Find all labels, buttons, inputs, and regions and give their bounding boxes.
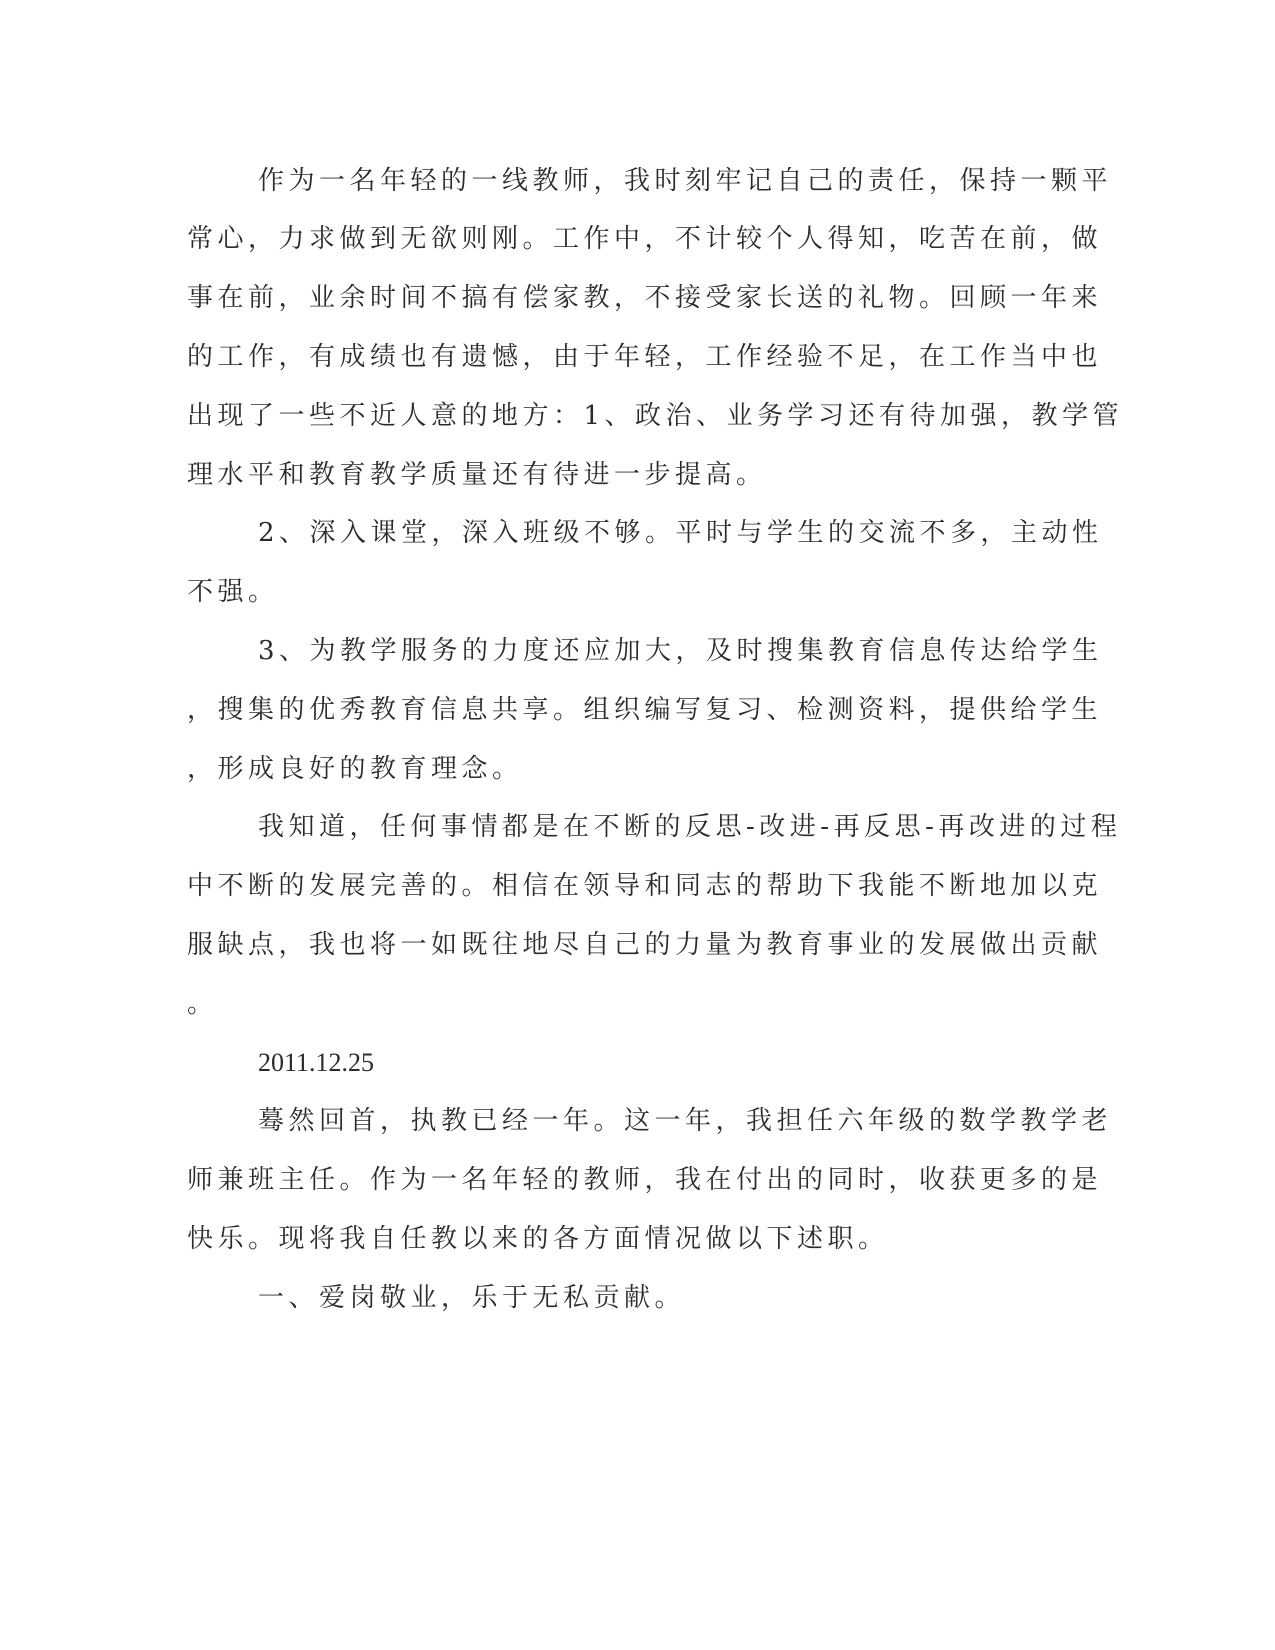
paragraph-3-line-1: 3、为教学服务的力度还应加大，及时搜集教育信息传达给学生 — [258, 636, 1103, 666]
paragraph-1-line-6: 理水平和教育教学质量还有待进一步提高。 — [187, 460, 767, 490]
paragraph-3-line-2: ，搜集的优秀教育信息共享。组织编写复习、检测资料，提供给学生 — [187, 695, 1103, 725]
paragraph-4-line-2: 中不断的发展完善的。相信在领导和同志的帮助下我能不断地加以克 — [187, 871, 1103, 901]
paragraph-1-line-3: 事在前，业余时间不搞有偿家教，不接受家长送的礼物。回顾一年来 — [187, 283, 1103, 313]
paragraph-4-line-3: 服缺点，我也将一如既往地尽自己的力量为教育事业的发展做出贡献 — [187, 930, 1103, 960]
paragraph-1-line-1: 作为一名年轻的一线教师，我时刻牢记自己的责任，保持一颗平 — [258, 166, 1113, 196]
paragraph-3-line-3: ，形成良好的教育理念。 — [187, 754, 523, 784]
paragraph-1-line-4: 的工作，有成绩也有遗憾，由于年轻，工作经验不足，在工作当中也 — [187, 342, 1103, 372]
section-heading: 一、爱岗敬业，乐于无私贡献。 — [258, 1283, 686, 1313]
paragraph-5-line-1: 蓦然回首，执教已经一年。这一年，我担任六年级的数学教学老 — [258, 1106, 1113, 1136]
paragraph-2-line-1: 2、深入课堂，深入班级不够。平时与学生的交流不多，主动性 — [258, 518, 1103, 548]
paragraph-4-line-1: 我知道，任何事情都是在不断的反思-改进-再反思-再改进的过程 — [258, 812, 1122, 842]
paragraph-1-line-5: 出现了一些不近人意的地方：1、政治、业务学习还有待加强，教学管 — [187, 401, 1124, 431]
paragraph-1-line-2: 常心，力求做到无欲则刚。工作中，不计较个人得知，吃苦在前，做 — [187, 224, 1103, 254]
paragraph-5-line-3: 快乐。现将我自任教以来的各方面情况做以下述职。 — [187, 1224, 889, 1254]
paragraph-4-line-4: 。 — [187, 989, 218, 1019]
date-line: 2011.12.25 — [258, 1048, 375, 1077]
paragraph-5-line-2: 师兼班主任。作为一名年轻的教师，我在付出的同时，收获更多的是 — [187, 1165, 1103, 1195]
paragraph-2-line-2: 不强。 — [187, 577, 279, 607]
